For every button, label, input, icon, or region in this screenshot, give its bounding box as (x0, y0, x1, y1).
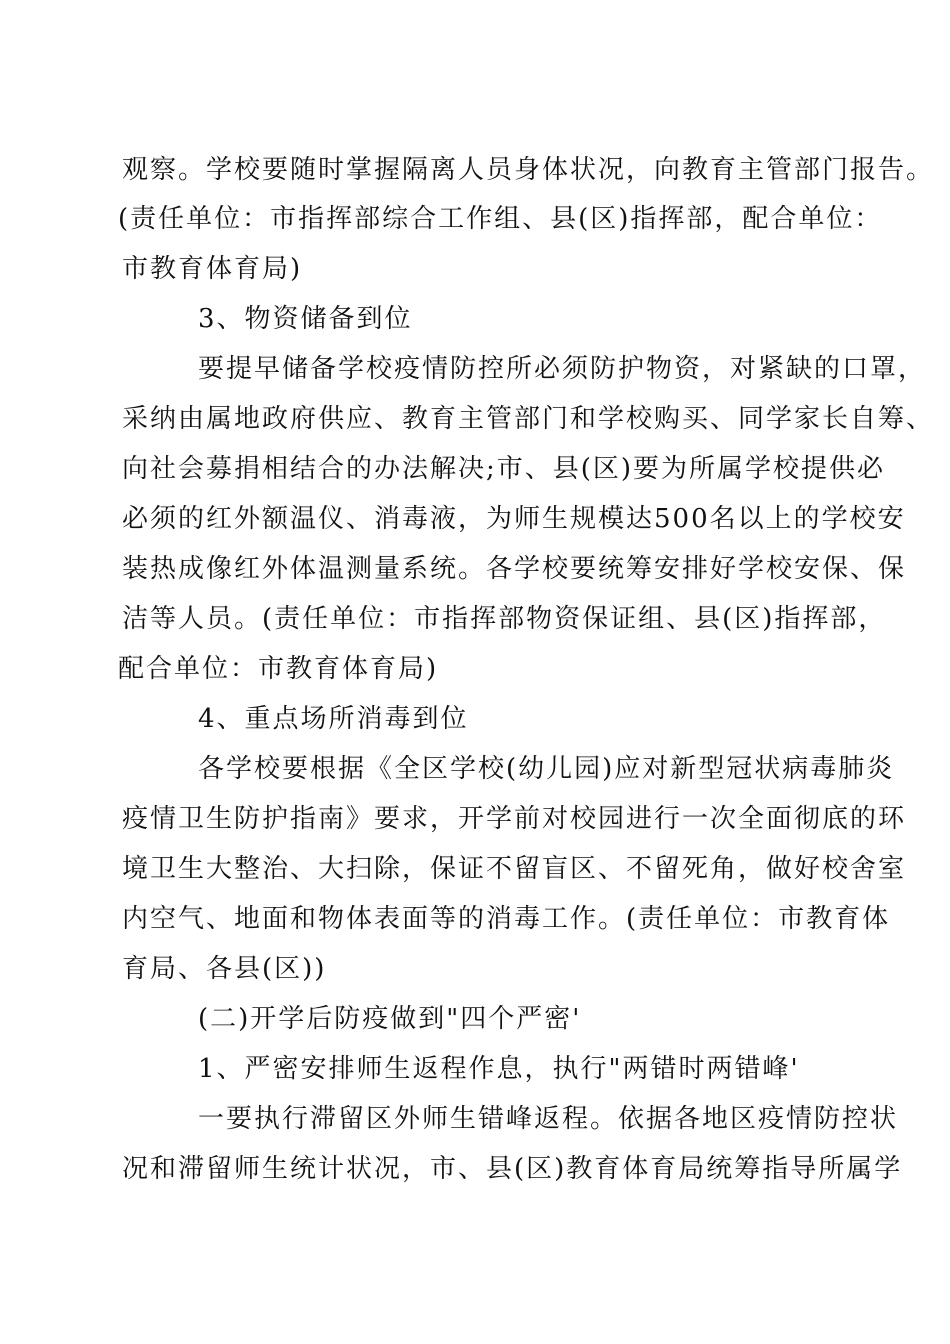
line-20: 一要执行滞留区外师生错峰返程。依据各地区疫情防控状 (198, 1104, 899, 1134)
heading-section-2: (二)开学后防疫做到"四个严密' (198, 1004, 582, 1034)
line-3: 市教育体育局) (122, 254, 303, 284)
heading-1-return: 1、严密安排师生返程作息，执行"两错时两错峰' (198, 1054, 800, 1084)
line-10: 洁等人员。(责任单位：市指挥部物资保证组、县(区)指挥部， (122, 604, 887, 634)
line-6: 采纳由属地政府供应、教育主管部门和学校购买、同学家长自筹、 (122, 404, 935, 434)
line-9: 装热成像红外体温测量系统。各学校要统筹安排好学校安保、保 (122, 554, 907, 584)
line-14: 疫情卫生防护指南》要求，开学前对校园进行一次全面彻底的环 (122, 804, 907, 834)
line-13: 各学校要根据《全区学校(幼儿园)应对新型冠状病毒肺炎 (198, 754, 895, 784)
heading-4-disinfection: 4、重点场所消毒到位 (198, 704, 469, 734)
line-7: 向社会募捐相结合的办法解决;市、县(区)要为所属学校提供必 (122, 454, 886, 484)
line-5: 要提早储备学校疫情防控所必须防护物资，对紧缺的口罩， (198, 354, 927, 384)
line-21: 况和滞留师生统计状况，市、县(区)教育体育局统筹指导所属学 (122, 1154, 903, 1184)
line-8: 必须的红外额温仪、消毒液，为师生规模达500名以上的学校安 (122, 504, 906, 534)
line-2: (责任单位：市指挥部综合工作组、县(区)指挥部，配合单位： (118, 204, 883, 234)
line-16: 内空气、地面和物体表面等的消毒工作。(责任单位：市教育体 (122, 904, 891, 934)
line-11: 配合单位：市教育体育局) (118, 654, 439, 684)
heading-3-supplies: 3、物资储备到位 (198, 304, 413, 334)
line-1: 观察。学校要随时掌握隔离人员身体状况，向教育主管部门报告。 (122, 155, 935, 185)
line-15: 境卫生大整治、大扫除，保证不留盲区、不留死角，做好校舍室 (122, 854, 907, 884)
line-17: 育局、各县(区)) (122, 954, 327, 984)
